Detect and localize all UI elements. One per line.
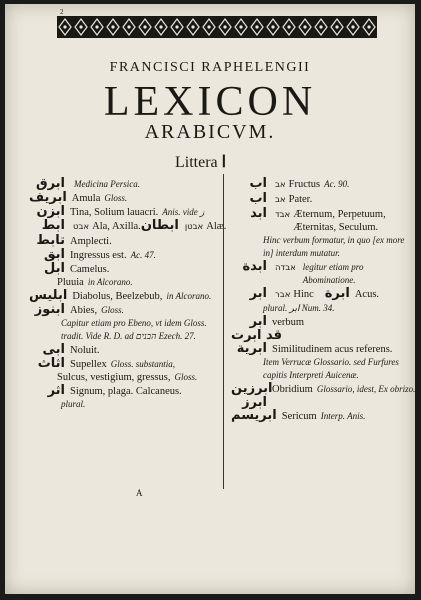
arabic-headword: ابزن — [36, 204, 65, 219]
latin-gloss: Amula — [71, 193, 101, 204]
arabic-headword: اثاث — [37, 356, 65, 371]
section-label: Littera — [175, 154, 218, 171]
latin-gloss: Hinc — [293, 289, 314, 300]
arabic-headword: ابط — [41, 218, 65, 233]
dictionary-entry — [29, 317, 221, 343]
dictionary-entry — [231, 287, 411, 302]
dictionary-entry — [29, 234, 221, 248]
source-note: plural. — [61, 399, 86, 409]
latin-gloss: Tina, Solium lauacri. — [70, 207, 159, 218]
latin-gloss: Similitudinem acus referens. — [272, 344, 393, 355]
latin-gloss: Obridium — [272, 384, 313, 395]
latin-gloss: Æternum, Perpetuum, Æternitas, Seculum. — [293, 209, 386, 233]
arabic-headword: ابد — [250, 206, 267, 221]
dictionary-entry — [29, 205, 221, 219]
source-note: Interp. Anis. — [320, 411, 366, 421]
source-note: Ac. 47. — [130, 250, 156, 260]
arabic-headword: ابرق — [35, 176, 65, 191]
dictionary-entry — [29, 248, 221, 262]
source-note: Hinc verbum formatur, in quo [ex more in] interdum mutatur. — [263, 235, 405, 258]
latin-gloss: Sericum — [281, 411, 317, 422]
dictionary-entry — [231, 342, 411, 356]
arabic-headword: ابر — [249, 286, 267, 301]
page-number: 2 — [60, 8, 64, 16]
arabic-headword: ابدة — [242, 259, 267, 274]
latin-gloss: Fructus — [288, 179, 321, 190]
arabic-headword: ابل — [44, 261, 65, 276]
latin-gloss: Ingressus est. — [70, 250, 127, 261]
dictionary-entry — [29, 191, 221, 205]
arabic-headword: اثر — [47, 383, 65, 398]
dictionary-entry — [231, 260, 411, 287]
running-head: FRANCISCI RAPHELENGII — [109, 60, 311, 75]
hebrew-cognate: אבט — [73, 222, 90, 232]
arabic-headword: ابى — [42, 342, 65, 357]
source-note: Gloss. — [174, 372, 198, 382]
dictionary-entry — [29, 289, 221, 303]
source-note: Glossario, idest, Ex obrizo. — [316, 384, 416, 394]
latin-gloss: Pluuia — [57, 277, 84, 288]
source-note: Anis. vide ﺯ — [162, 207, 205, 217]
hebrew-cognate-2: אבטן — [184, 222, 204, 232]
latin-gloss: Abies, — [70, 305, 98, 316]
source-note: legitur etiam pro Abominatione. — [302, 262, 364, 285]
dictionary-entry — [231, 192, 411, 207]
right-column — [231, 176, 416, 423]
arabic-headword: ابريف — [29, 190, 67, 205]
dictionary-entry — [29, 262, 221, 276]
latin-gloss: Pater. — [288, 194, 313, 205]
dictionary-entry — [231, 315, 411, 329]
book-page — [5, 4, 415, 594]
hebrew-cognate: אב — [275, 180, 286, 190]
source-note: Gloss. substantia, — [110, 359, 176, 369]
latin-gloss: verbum — [272, 317, 305, 328]
dictionary-entry — [29, 303, 221, 317]
latin-gloss: Amplecti. — [70, 236, 112, 247]
source-note: Medicina Persica. — [74, 179, 140, 189]
latin-gloss-2: Alæ. — [206, 221, 227, 232]
dictionary-entry — [29, 218, 227, 234]
source-note: Gloss. — [101, 305, 124, 315]
section-heading — [175, 152, 226, 172]
dictionary-entry — [29, 343, 221, 357]
arabic-headword: ابرز — [242, 395, 267, 410]
source-note: in Alcorano. — [87, 277, 133, 287]
arabic-headword: ابق — [43, 247, 65, 262]
arabic-headword: قد ابرت — [231, 328, 283, 343]
dictionary-entry — [231, 207, 411, 234]
latin-gloss: Diabolus, Beelzebub, — [72, 291, 163, 302]
source-note: Item Verrucæ Glossario. sed Furfures capitis Interpreti Auicenæ. — [263, 357, 399, 380]
dictionary-entry — [29, 357, 221, 371]
dictionary-entry — [29, 177, 221, 191]
latin-gloss: Supellex — [70, 359, 107, 370]
arabic-headword: ابريسم — [231, 408, 277, 423]
left-column — [29, 176, 227, 411]
arabic-headword: ابرية — [236, 341, 267, 356]
dictionary-entry — [231, 177, 411, 192]
hebrew-cognate: אב — [275, 195, 286, 205]
page-subtitle: ARABICVM. — [144, 121, 276, 143]
arabic-headword: تابط — [36, 233, 65, 248]
dictionary-entry — [231, 381, 416, 396]
page-title: LEXICON — [103, 79, 317, 125]
latin-gloss: Sulcus, vestigium, gressus, — [57, 372, 171, 383]
arabic-headword: ابليس — [29, 288, 68, 303]
latin-gloss: Camelus. — [70, 264, 110, 275]
source-note: plural. ابر Num. 34. — [263, 303, 335, 313]
arabic-headword: اب — [249, 191, 267, 206]
latin-gloss: Noluit. — [70, 345, 100, 356]
source-note: Gloss. — [104, 193, 128, 203]
source-note: Ac. 90. — [324, 179, 350, 189]
dictionary-entry — [29, 384, 221, 398]
source-note: in Alcorano. — [166, 291, 212, 301]
arabic-headword: ابنوز — [34, 302, 65, 317]
section-letter: ا — [221, 152, 227, 171]
latin-gloss-2: Acus. — [354, 289, 380, 300]
dictionary-entry — [29, 398, 221, 411]
dictionary-entry — [231, 234, 411, 260]
arabic-plural: ابرة — [324, 286, 350, 301]
dictionary-entry — [231, 409, 411, 423]
arabic-headword: ابرزين — [231, 381, 273, 396]
signature-mark: A — [136, 488, 143, 498]
arabic-headword: ابر — [249, 314, 267, 329]
source-note: Capitur etiam pro Ebeno, vt idem Gloss. tradit. Vide R. D. ad הבנים Ezech. 27. — [61, 318, 207, 341]
ornamental-header-band — [57, 16, 377, 38]
latin-gloss: Ala, Axilla. — [92, 221, 141, 232]
arabic-plural: ابطان — [140, 218, 179, 233]
hebrew-cognate: אבדה — [275, 263, 296, 273]
arabic-headword: اب — [249, 176, 267, 191]
hebrew-cognate: אבד — [275, 210, 291, 220]
latin-gloss: Signum, plaga. Calcaneus. — [70, 386, 182, 397]
dictionary-entry — [231, 356, 411, 382]
hebrew-cognate: אבר — [275, 290, 291, 300]
